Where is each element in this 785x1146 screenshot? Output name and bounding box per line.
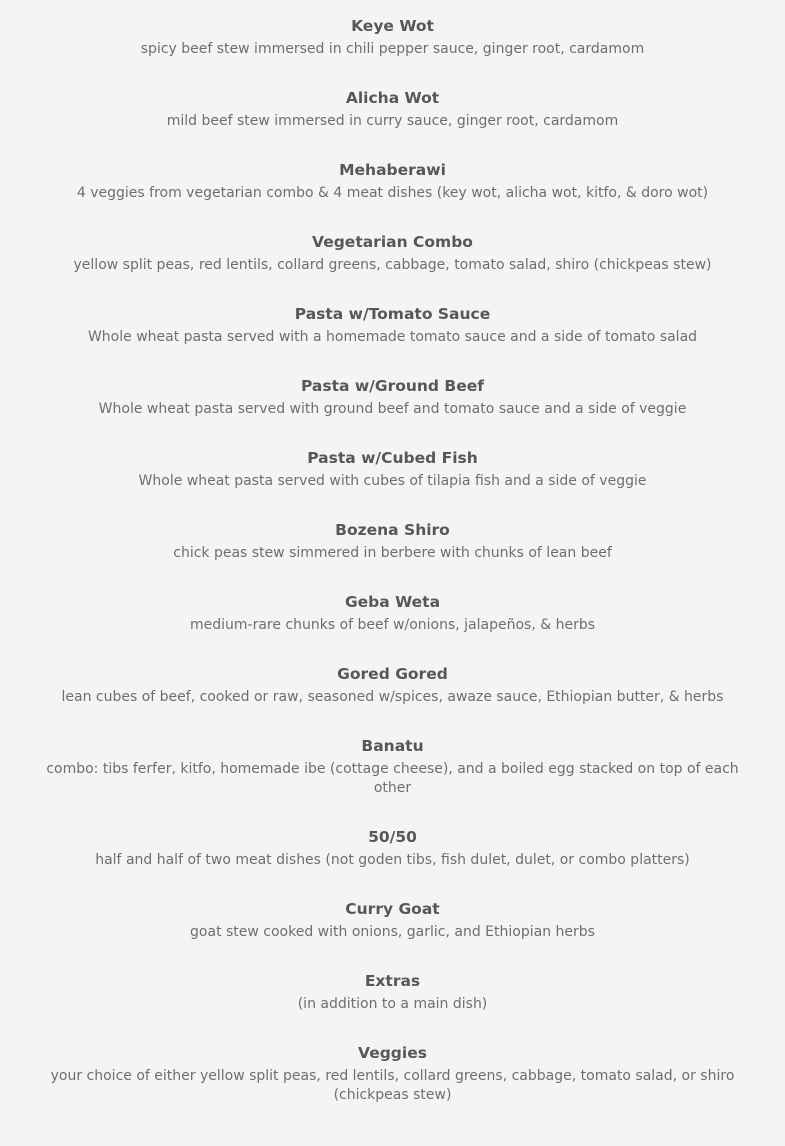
menu-item <box>0 88 785 131</box>
dish-description: your choice of either yellow split peas, red lentils, collard greens, cabbage, tomato salad, or shiro (chickpeas stew) <box>50 1068 735 1103</box>
menu-item <box>0 304 785 347</box>
menu-item <box>0 664 785 707</box>
menu-item <box>0 1043 785 1105</box>
dish-description: goat stew cooked with onions, garlic, and Ethiopian herbs <box>190 924 595 940</box>
dish-name: Geba Weta <box>344 593 441 611</box>
dish-description: yellow split peas, red lentils, collard greens, cabbage, tomato salad, shiro (chickpeas stew) <box>73 257 712 273</box>
dish-description: Whole wheat pasta served with cubes of tilapia fish and a side of veggie <box>138 473 647 489</box>
dish-description: (in addition to a main dish) <box>297 996 488 1012</box>
dish-name: Gored Gored <box>337 665 448 683</box>
dish-name: Bozena Shiro <box>335 521 450 539</box>
dish-description: chick peas stew simmered in berbere with chunks of lean beef <box>173 545 612 561</box>
dish-description: lean cubes of beef, cooked or raw, seasoned w/spices, awaze sauce, Ethiopian butter, & herbs <box>61 689 724 705</box>
dish-description: medium-rare chunks of beef w/onions, jalapeños, & herbs <box>189 617 596 633</box>
menu-item <box>0 376 785 419</box>
menu-item <box>0 899 785 942</box>
menu-item <box>0 520 785 563</box>
dish-name: Pasta w/Cubed Fish <box>307 449 478 467</box>
dish-description: combo: tibs ferfer, kitfo, homemade ibe (cottage cheese), and a boiled egg stacked on top of each other <box>46 761 739 796</box>
dish-description: Whole wheat pasta served with ground beef and tomato sauce and a side of veggie <box>98 401 687 417</box>
dish-name: 50/50 <box>368 828 417 846</box>
dish-name: Alicha Wot <box>345 89 440 107</box>
dish-description: Whole wheat pasta served with a homemade tomato sauce and a side of tomato salad <box>87 329 698 345</box>
menu-item <box>0 971 785 1014</box>
dish-name: Vegetarian Combo <box>312 233 473 251</box>
dish-name: Mehaberawi <box>339 161 446 179</box>
menu-item <box>0 827 785 870</box>
dish-name: Curry Goat <box>345 900 440 918</box>
menu-item <box>0 16 785 59</box>
dish-description: 4 veggies from vegetarian combo & 4 meat dishes (key wot, alicha wot, kitfo, & doro wot) <box>76 185 709 201</box>
menu-item <box>0 592 785 635</box>
dish-name: Extras <box>364 972 421 990</box>
menu-item <box>0 736 785 798</box>
dish-name: Pasta w/Ground Beef <box>300 377 485 395</box>
dish-name: Banatu <box>361 737 424 755</box>
dish-name: Veggies <box>358 1044 427 1062</box>
menu-list <box>0 16 785 1134</box>
dish-description: mild beef stew immersed in curry sauce, ginger root, cardamom <box>166 113 619 129</box>
dish-description: spicy beef stew immersed in chili pepper sauce, ginger root, cardamom <box>140 41 645 57</box>
dish-name: Pasta w/Tomato Sauce <box>294 305 491 323</box>
menu-item <box>0 232 785 275</box>
menu-item <box>0 448 785 491</box>
dish-description: half and half of two meat dishes (not goden tibs, fish dulet, dulet, or combo platters) <box>95 852 690 868</box>
dish-name: Keye Wot <box>351 17 434 35</box>
menu-item <box>0 160 785 203</box>
